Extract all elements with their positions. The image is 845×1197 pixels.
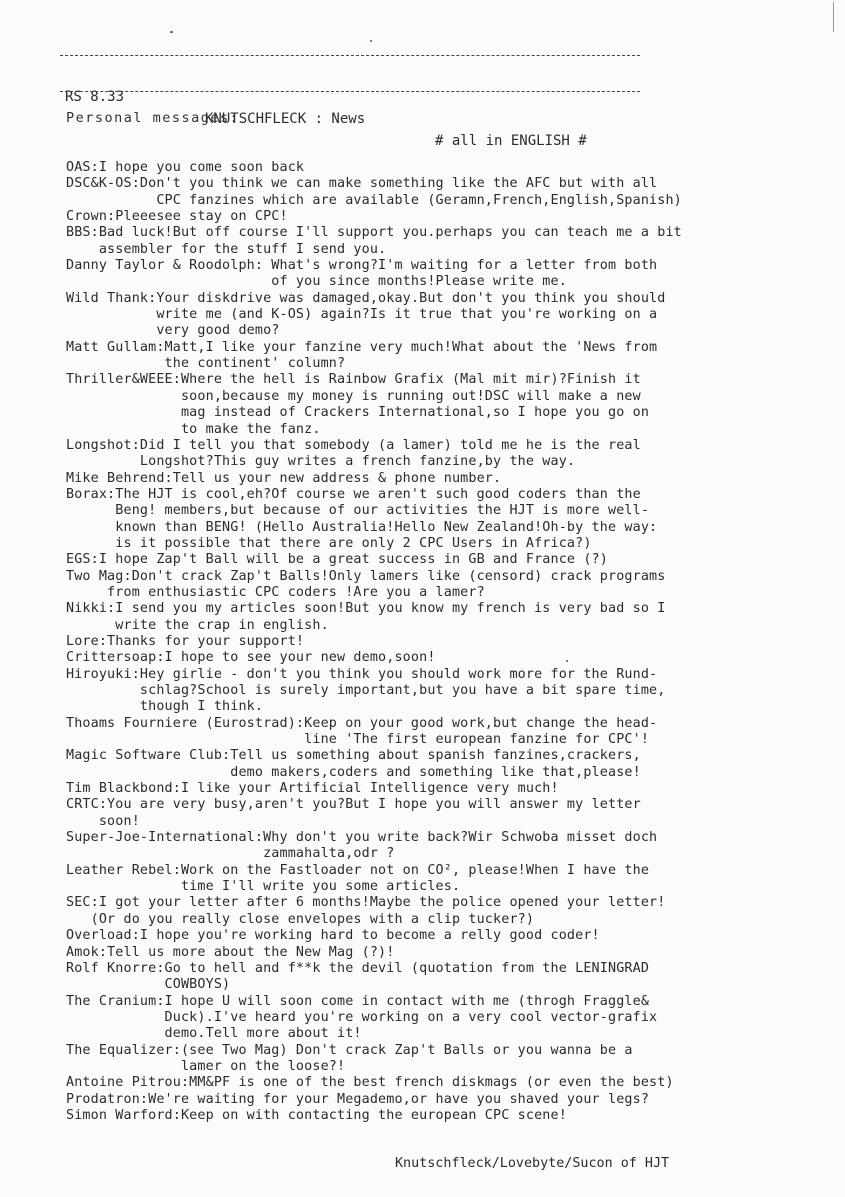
message-entry <box>66 340 706 373</box>
message-entry <box>66 961 706 994</box>
scan-edge-mark <box>833 2 834 32</box>
message-line: Wild Thank:Your diskdrive was damaged,okay.But don't you think you should <box>66 290 666 306</box>
message-entry <box>66 830 706 863</box>
signature: Knutschfleck/Lovebyte/Sucon of HJT <box>395 1156 670 1171</box>
message-entry <box>66 176 706 209</box>
message-entry <box>66 945 706 961</box>
message-line: Rolf Knorre:Go to hell and f**k the devil (quotation from the LENINGRAD <box>66 960 650 976</box>
message-entry <box>66 487 706 552</box>
message-line: Duck).I've heard you're working on a very cool vector-grafix <box>66 1009 658 1025</box>
message-line: is it possible that there are only 2 CPC Users in Africa?) <box>66 535 592 551</box>
message-line: though I think. <box>66 699 264 715</box>
message-line: time I'll write you some articles. <box>66 879 461 895</box>
message-line: Danny Taylor & Roodolph: What's wrong?I'm waiting for a letter from both <box>66 258 658 274</box>
message-line: The Equalizer:(see Two Mag) Don't crack Zap't Balls or you wanna be a <box>66 1042 633 1058</box>
message-line: the continent' column? <box>66 356 346 372</box>
messages-list <box>66 160 706 1124</box>
message-entry <box>66 716 706 749</box>
message-entry <box>66 650 706 666</box>
message-line: BBS:Bad luck!But off course I'll support you.perhaps you can teach me a bit <box>66 225 682 241</box>
message-entry <box>66 291 706 340</box>
message-line: SEC:I got your letter after 6 months!Maybe the police opened your letter! <box>66 895 666 911</box>
message-line: write me (and K-OS) again?Is it true that you're working on a <box>66 307 658 323</box>
message-line: Prodatron:We're waiting for your Megademo,or have you shaved your legs? <box>66 1091 650 1107</box>
message-line: The Cranium:I hope U will soon come in contact with me (throgh Fraggle& <box>66 993 650 1009</box>
message-entry <box>66 569 706 602</box>
message-line: Longshot?This guy writes a french fanzine,by the way. <box>66 454 576 470</box>
message-line: Nikki:I send you my articles soon!But you know my french is very bad so I <box>66 601 666 617</box>
message-entry <box>66 1075 706 1091</box>
message-entry <box>66 797 706 830</box>
message-entry <box>66 928 706 944</box>
message-line: Overload:I hope you're working hard to become a relly good coder! <box>66 928 600 944</box>
message-entry <box>66 438 706 471</box>
message-entry <box>66 258 706 291</box>
message-entry <box>66 372 706 437</box>
message-line: Longshot:Did I tell you that somebody (a lamer) told me he is the real <box>66 437 641 453</box>
message-line: demo.Tell more about it! <box>66 1026 362 1042</box>
message-entry <box>66 471 706 487</box>
message-entry <box>66 225 706 258</box>
section-title: Personal messages: <box>66 110 240 126</box>
message-line: Simon Warford:Keep on with contacting the european CPC scene! <box>66 1107 567 1123</box>
message-line: COWBOYS) <box>66 977 231 993</box>
message-line: write the crap in english. <box>66 617 329 633</box>
message-line: Amok:Tell us more about the New Mag (?)! <box>66 944 395 960</box>
message-entry <box>66 667 706 716</box>
header-top-rule <box>60 55 640 56</box>
message-line: Crown:Pleeesee stay on CPC! <box>66 209 288 225</box>
message-entry <box>66 1043 706 1076</box>
header-bottom-rule <box>60 91 640 92</box>
message-entry <box>66 781 706 797</box>
message-line: EGS:I hope Zap't Ball will be a great success in GB and France (?) <box>66 552 608 568</box>
message-entry <box>66 895 706 928</box>
message-line: to make the fanz. <box>66 421 321 437</box>
message-line: line 'The first european fanzine for CPC'! <box>66 732 650 748</box>
message-line: Antoine Pitrou:MM&PF is one of the best french diskmags (or even the best) <box>66 1075 674 1091</box>
message-line: known than BENG! (Hello Australia!Hello New Zealand!Oh-by the way: <box>66 519 658 535</box>
message-line: (Or do you really close envelopes with a clip tucker?) <box>66 911 535 927</box>
message-line: Lore:Thanks for your support! <box>66 633 305 649</box>
message-line: Hiroyuki:Hey girlie - don't you think you should work more for the Rund- <box>66 666 658 682</box>
message-line: Super-Joe-International:Why don't you write back?Wir Schwoba misset doch <box>66 830 658 846</box>
message-line: Magic Software Club:Tell us something about spanish fanzines,crackers, <box>66 748 641 764</box>
message-line: DSC&K-OS:Don't you think we can make something like the AFC but with all <box>66 176 658 192</box>
message-entry <box>66 863 706 896</box>
scan-speck <box>170 31 173 33</box>
message-line: Matt Gullam:Matt,I like your fanzine very much!What about the 'News from <box>66 339 658 355</box>
page-title: KNUTSCHFLECK : News <box>205 111 366 127</box>
message-entry <box>66 160 706 176</box>
message-entry <box>66 601 706 634</box>
message-entry <box>66 748 706 781</box>
message-line: lamer on the loose?! <box>66 1058 346 1074</box>
message-line: assembler for the stuff I send you. <box>66 241 387 257</box>
message-line: Thriller&WEEE:Where the hell is Rainbow Grafix (Mal mit mir)?Finish it <box>66 372 641 388</box>
message-entry <box>66 552 706 568</box>
message-line: schlag?School is surely important,but you have a bit spare time, <box>66 683 666 698</box>
message-line: demo makers,coders and something like that,please! <box>66 764 641 780</box>
message-line: Mike Behrend:Tell us your new address & phone number. <box>66 470 502 486</box>
message-entry <box>66 209 706 225</box>
message-line: Two Mag:Don't crack Zap't Balls!Only lamers like (censord) crack programs <box>66 568 666 584</box>
message-line: soon,because my money is running out!DSC will make a new <box>66 388 641 404</box>
message-line: OAS:I hope you come soon back <box>66 160 305 175</box>
scan-speck <box>370 40 372 42</box>
message-line: soon! <box>66 813 140 829</box>
message-entry <box>66 1108 706 1124</box>
message-line: CRTC:You are very busy,aren't you?But I hope you will answer my letter <box>66 797 641 813</box>
message-line: zammahalta,odr ? <box>66 846 395 862</box>
message-entry <box>66 994 706 1043</box>
message-line: Beng! members,but because of our activities the HJT is more well- <box>66 503 650 519</box>
message-line: mag instead of Crackers International,so I hope you go on <box>66 405 650 421</box>
message-line: very good demo? <box>66 323 280 339</box>
message-line: Crittersoap:I hope to see your new demo,soon! <box>66 650 436 666</box>
message-entry <box>66 634 706 650</box>
message-line: of you since months!Please write me. <box>66 274 567 290</box>
message-line: from enthusiastic CPC coders !Are you a lamer? <box>66 584 485 600</box>
message-line: Borax:The HJT is cool,eh?Of course we aren't such good coders than the <box>66 486 641 502</box>
language-note: # all in ENGLISH # <box>435 133 587 149</box>
issue-code: RS 8.33 <box>65 89 125 105</box>
message-line: Leather Rebel:Work on the Fastloader not on CO², please!When I have the <box>66 862 650 878</box>
message-entry <box>66 1092 706 1108</box>
message-line: CPC fanzines which are available (Geramn,French,English,Spanish) <box>66 192 682 208</box>
message-line: Tim Blackbond:I like your Artificial Intelligence very much! <box>66 781 559 797</box>
message-line: Thoams Fourniere (Eurostrad):Keep on your good work,but change the head- <box>66 715 658 731</box>
